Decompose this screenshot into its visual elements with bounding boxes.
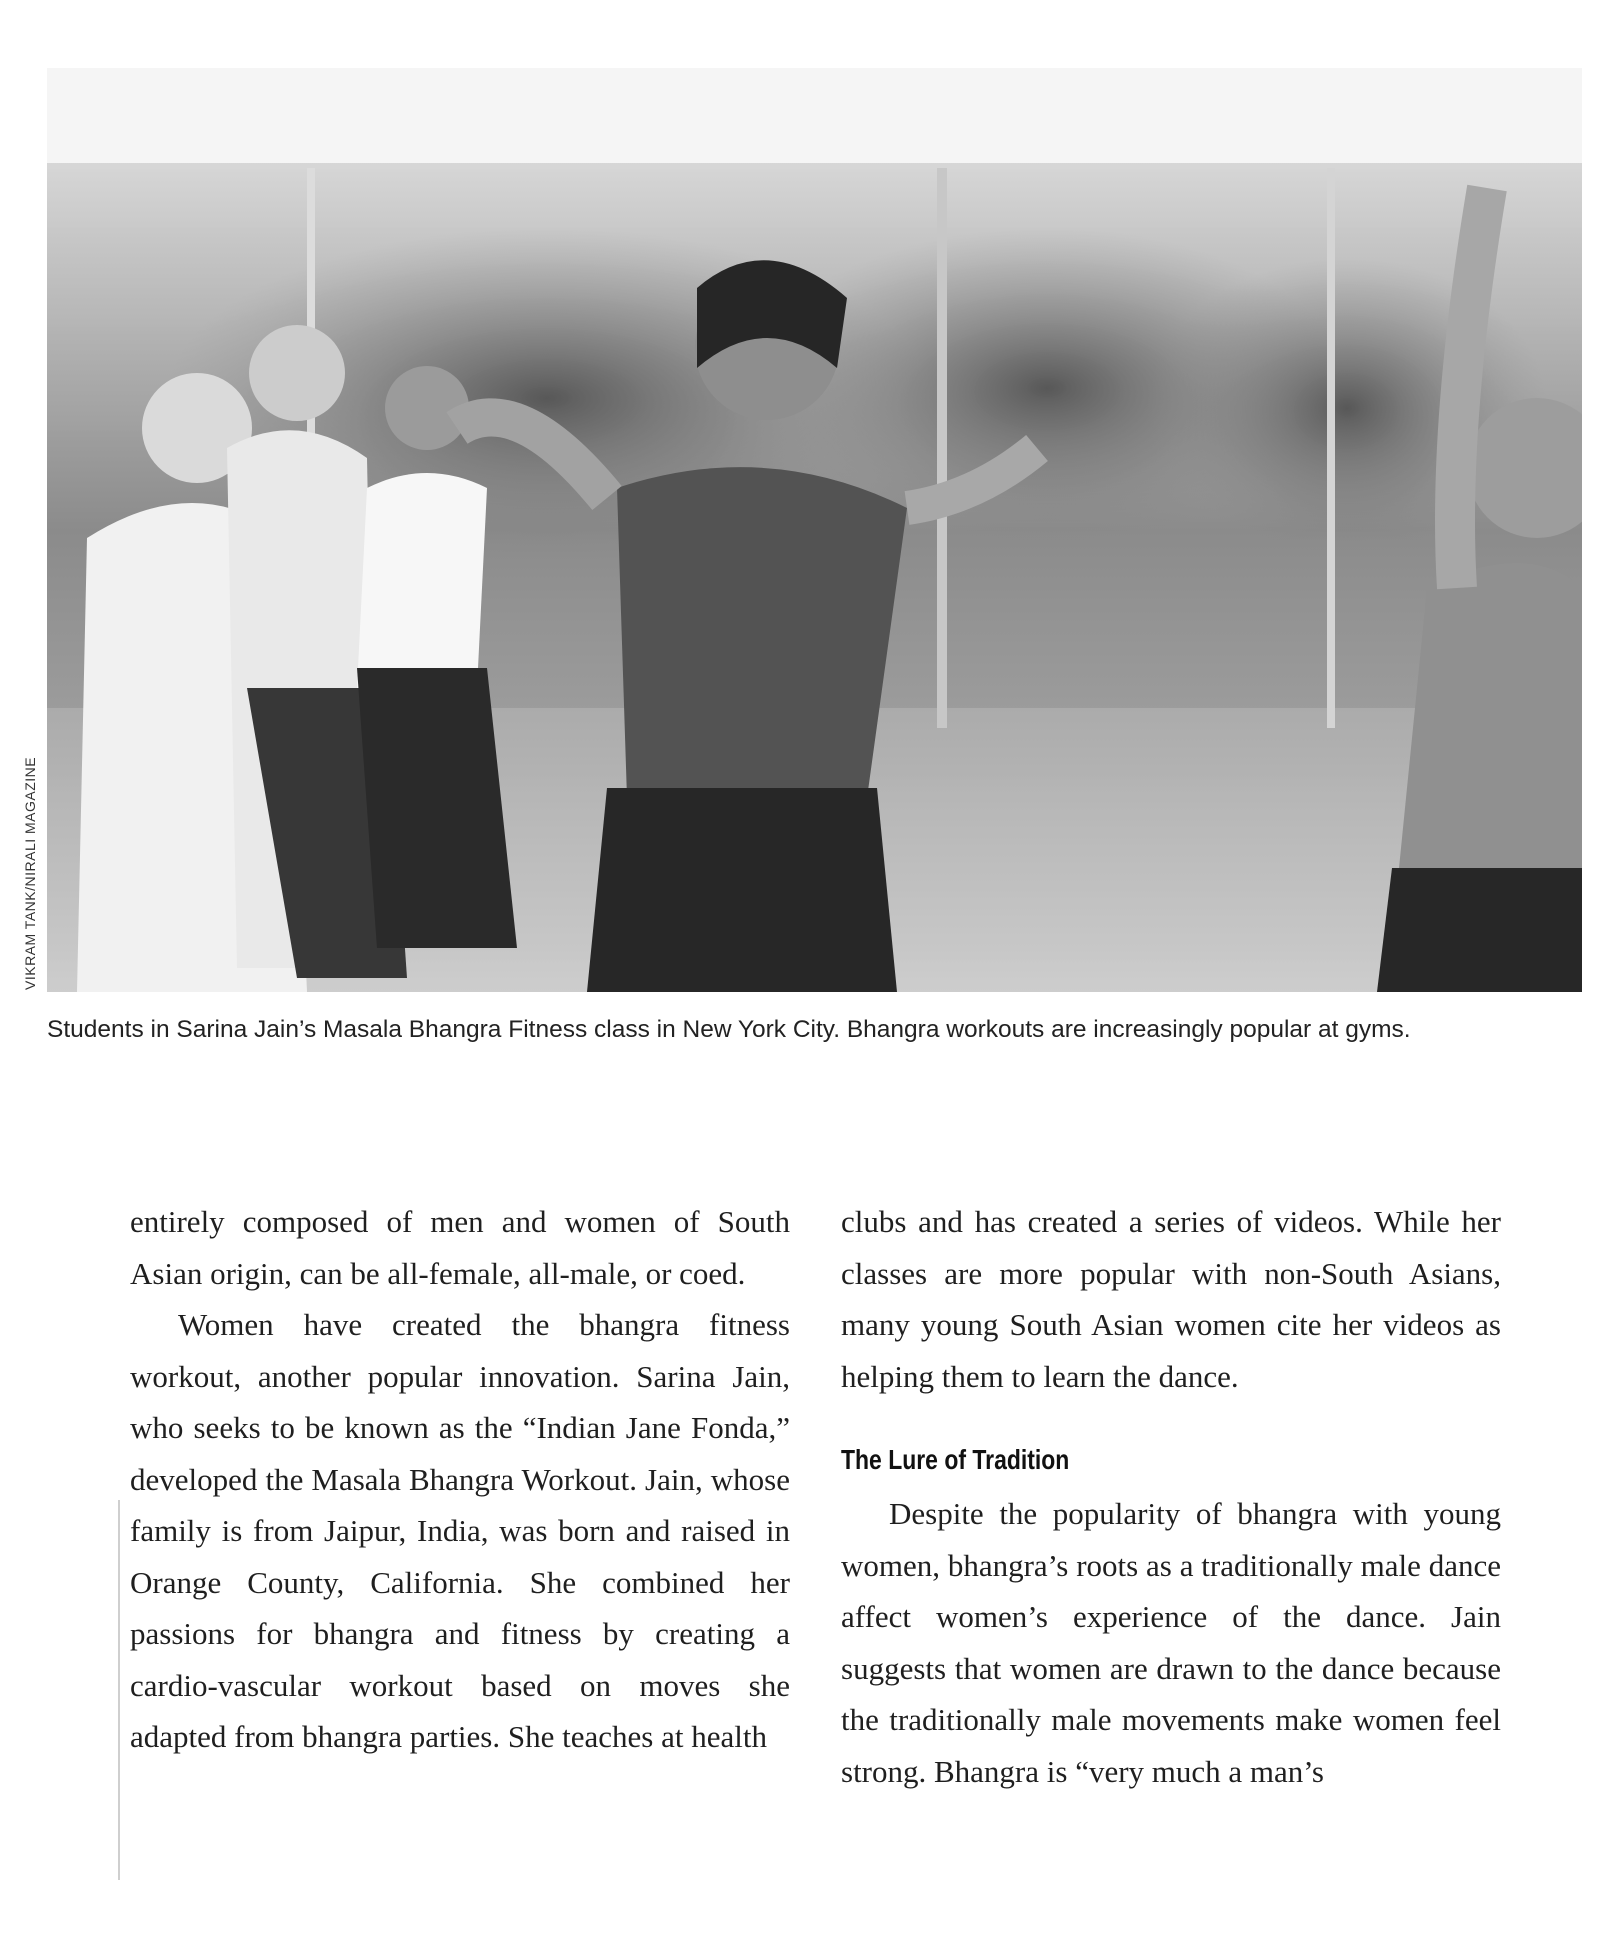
photo-credit: VIKRAM TANK/NIRALI MAGAZINE: [22, 756, 38, 990]
paragraph-videos: clubs and has created a series of videos. While her classes are more popular with non-South Asians, many young South Asian women cite her videos as helping them to learn the dance.: [841, 1204, 1501, 1394]
article-column-right: [841, 1196, 1501, 1797]
margin-rule: [118, 1500, 120, 1880]
class-photo: [47, 68, 1582, 992]
section-heading: The Lure of Tradition: [841, 1444, 1070, 1475]
paragraph-fitness-workout: Women have created the bhangra fitness workout, another popular innovation. Sarina Jain, who seeks to be known as the “Indian Jane Fonda,” developed the Masala Bhangra Workout. Jain, whose family is from Jaipur, India, was born and raised in Orange County, California. She combined her passions for bhangra and fitness by creating a cardio-vascular workout based on moves she adapted from bhangra parties. She teaches at health: [130, 1307, 790, 1754]
paragraph-tradition: Despite the popularity of bhangra with young women, bhangra’s roots as a traditionally male dance affect women’s experience of the dance. Jain suggests that women are drawn to the dance because the traditionally male movements make women feel strong. Bhangra is “very much a man’s: [841, 1496, 1501, 1789]
paragraph-continuation: entirely composed of men and women of South Asian origin, can be all-female, all-male, or coed.: [130, 1204, 790, 1291]
article-column-left: [130, 1196, 790, 1763]
photo-caption: Students in Sarina Jain’s Masala Bhangra Fitness class in New York City. Bhangra workouts are increasingly popular at gyms.: [47, 1016, 1411, 1043]
dancers-illustration: [47, 68, 1582, 992]
